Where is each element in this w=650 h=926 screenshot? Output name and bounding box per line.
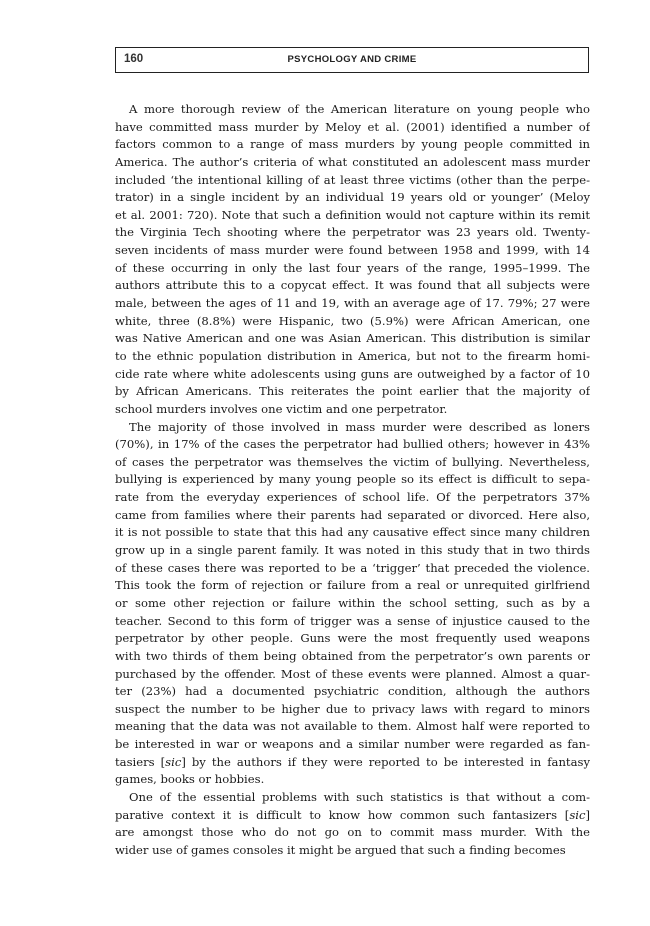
text-line: A more thorough review of the American literature on young people who: [129, 102, 590, 116]
text-line: have committed mass murder by Meloy et al. (2001) identified a number of: [115, 119, 590, 134]
text-line: male, between the ages of 11 and 19, with an average age of 17. 79%; 27 were: [115, 296, 590, 311]
text-line: factors common to a range of mass murders by young people committed in: [115, 137, 590, 152]
text-line: The majority of those involved in mass murder were described as loners: [129, 419, 590, 434]
text-line: be interested in war or weapons and a similar number were regarded as fan-: [115, 737, 590, 752]
text-line: This took the form of rejection or failure from a real or unrequited girlfriend: [115, 578, 590, 593]
text-line: was Native American and one was Asian American. This distribution is similar: [115, 331, 590, 346]
text-line: purchased by the offender. Most of these events were planned. Almost a quar-: [115, 666, 590, 681]
text-line: America. The author’s criteria of what constituted an adolescent mass murder: [115, 154, 590, 169]
text-line: of cases the perpetrator was themselves the victim of bullying. Nevertheless,: [115, 454, 590, 469]
text-line: cide rate where white adolescents using guns are outweighed by a factor of 10: [115, 366, 590, 381]
text-line: tasiers [sic] by the authors if they were reported to be interested in fantasy: [115, 754, 590, 769]
running-title: PSYCHOLOGY AND CRIME: [287, 54, 417, 65]
text-line: wider use of games consoles it might be argued that such a finding becomes: [115, 842, 566, 857]
text-line: grow up in a single parent family. It was noted in this study that in two thirds: [115, 543, 590, 558]
text-line: it is not possible to state that this had any causative effect since many children: [115, 525, 590, 540]
running-header: [115, 47, 589, 73]
text-line: included ‘the intentional killing of at least three victims (other than the perpe-: [115, 172, 590, 187]
text-line: of these occurring in only the last four years of the range, 1995–1999. The: [115, 260, 590, 275]
paragraph: [115, 789, 590, 860]
text-line: by African Americans. This reiterates the point earlier that the majority of: [115, 384, 590, 399]
text-line: rate from the everyday experiences of school life. Of the perpetrators 37%: [115, 490, 590, 505]
text-line: authors attribute this to a copycat effect. It was found that all subjects were: [115, 278, 590, 293]
text-line: to the ethnic population distribution in America, but not to the firearm homi-: [115, 348, 590, 363]
body-text: [115, 101, 590, 860]
text-line: suspect the number to be higher due to privacy laws with regard to minors: [115, 701, 590, 716]
page-number: 160: [124, 53, 144, 65]
text-line: trator) in a single incident by an individual 19 years old or younger’ (Meloy: [115, 190, 590, 205]
text-line: (70%), in 17% of the cases the perpetrator had bullied others; however in 43%: [115, 437, 590, 452]
text-line: or some other rejection or failure within the school setting, such as by a: [115, 595, 590, 610]
text-line: bullying is experienced by many young people so its effect is difficult to sepa-: [115, 472, 590, 487]
text-line: seven incidents of mass murder were found between 1958 and 1999, with 14: [115, 243, 590, 258]
text-line: with two thirds of them being obtained from the perpetrator’s own parents or: [115, 648, 590, 663]
paragraph: [115, 419, 590, 789]
text-line: are amongst those who do not go on to commit mass murder. With the: [115, 825, 590, 840]
text-line: school murders involves one victim and one perpetrator.: [115, 401, 448, 416]
text-line: One of the essential problems with such statistics is that without a com-: [129, 789, 590, 804]
text-line: teacher. Second to this form of trigger was a sense of injustice caused to the: [115, 613, 590, 628]
text-line: meaning that the data was not available to them. Almost half were reported to: [115, 719, 590, 734]
text-line: of these cases there was reported to be a ‘trigger’ that preceded the violence.: [115, 560, 590, 575]
paragraph: [115, 101, 590, 419]
text-line: white, three (8.8%) were Hispanic, two (5.9%) were African American, one: [115, 313, 590, 328]
text-line: ter (23%) had a documented psychiatric condition, although the authors: [115, 684, 590, 699]
text-line: came from families where their parents had separated or divorced. Here also,: [115, 507, 590, 522]
text-line: et al. 2001: 720). Note that such a definition would not capture within its remit: [115, 207, 590, 222]
text-line: perpetrator by other people. Guns were the most frequently used weapons: [115, 631, 590, 646]
text-line: the Virginia Tech shooting where the perpetrator was 23 years old. Twenty-: [115, 225, 590, 240]
text-line: parative context it is difficult to know how common such fantasizers [sic]: [115, 807, 590, 822]
text-line: games, books or hobbies.: [115, 772, 265, 787]
